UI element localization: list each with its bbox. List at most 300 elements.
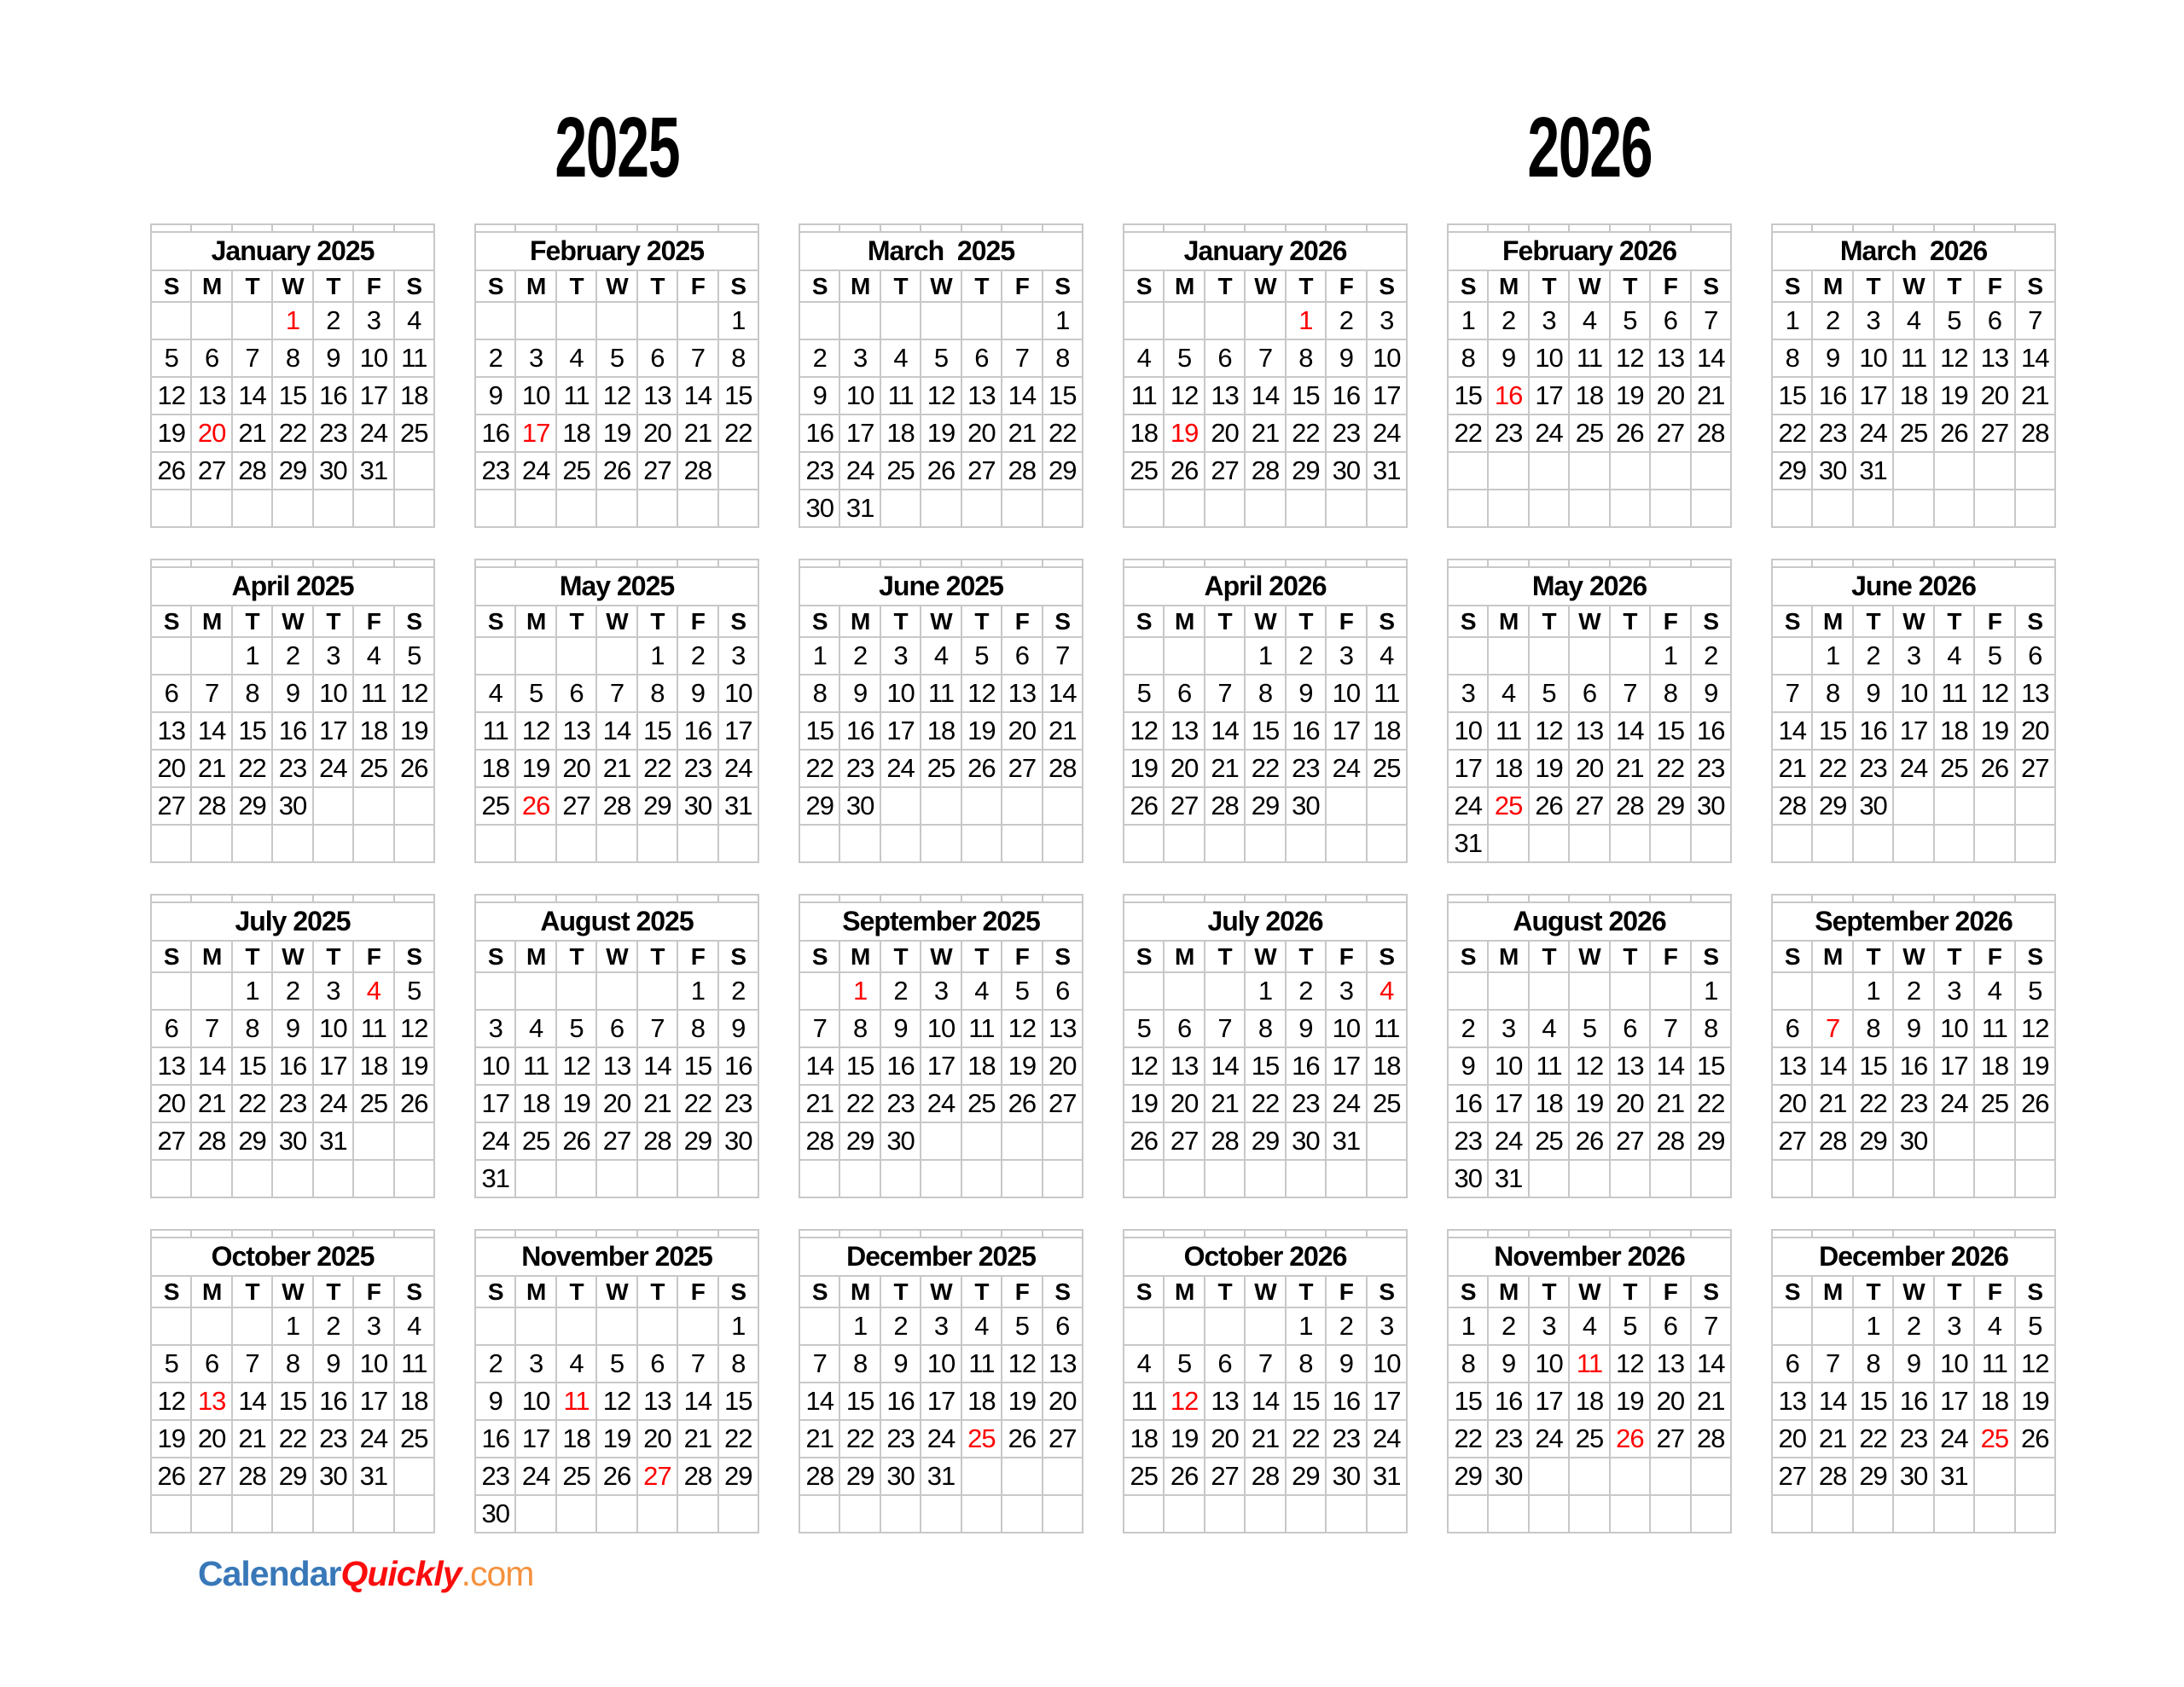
week-row bbox=[475, 302, 758, 339]
day-cell: 7 bbox=[1610, 675, 1650, 712]
day-cell: 26 bbox=[1934, 415, 1974, 452]
day-cell: 3 bbox=[880, 637, 921, 675]
day-cell: 3 bbox=[921, 1307, 961, 1345]
spacer-cell bbox=[1164, 895, 1204, 902]
spacer-cell bbox=[921, 895, 961, 902]
month-march-2025 bbox=[799, 223, 1083, 528]
spacer-cell bbox=[1691, 895, 1731, 902]
weekday-header: S bbox=[1043, 606, 1083, 637]
empty-day-cell bbox=[1164, 637, 1204, 675]
day-cell: 9 bbox=[1893, 1345, 1933, 1383]
day-cell: 7 bbox=[799, 1010, 839, 1047]
day-cell: 11 bbox=[961, 1010, 1002, 1047]
day-cell: 28 bbox=[1691, 415, 1731, 452]
day-cell: 22 bbox=[677, 1085, 717, 1122]
empty-day-cell bbox=[232, 825, 272, 862]
empty-day-cell bbox=[1164, 490, 1204, 527]
day-cell: 28 bbox=[1205, 787, 1245, 825]
month-spacer-row bbox=[151, 1230, 434, 1238]
day-cell: 3 bbox=[1893, 637, 1933, 675]
day-cell: 3 bbox=[1853, 302, 1893, 339]
spacer-cell bbox=[839, 1230, 880, 1238]
day-cell: 5 bbox=[596, 339, 636, 377]
weekday-header-row bbox=[1772, 270, 2055, 302]
day-cell: 6 bbox=[1772, 1010, 1812, 1047]
weekday-header: M bbox=[191, 270, 231, 302]
day-cell: 28 bbox=[1205, 1122, 1245, 1160]
day-cell: 2 bbox=[1893, 972, 1933, 1010]
day-cell: 14 bbox=[1043, 675, 1083, 712]
day-cell: 2 bbox=[718, 972, 758, 1010]
day-cell: 18 bbox=[394, 1383, 434, 1420]
day-cell: 6 bbox=[151, 1010, 191, 1047]
day-cell: 5 bbox=[151, 339, 191, 377]
weekday-header: T bbox=[1853, 606, 1893, 637]
day-cell: 1 bbox=[1286, 302, 1326, 339]
month-title: April 2025 bbox=[151, 567, 434, 606]
empty-day-cell bbox=[191, 302, 231, 339]
day-cell: 18 bbox=[556, 1420, 596, 1458]
spacer-cell bbox=[596, 559, 636, 567]
day-cell: 19 bbox=[1569, 1085, 1609, 1122]
weekday-header: F bbox=[1650, 1276, 1690, 1307]
weekday-header: W bbox=[1893, 941, 1933, 972]
day-cell: 25 bbox=[1367, 1085, 1407, 1122]
empty-day-cell bbox=[1893, 1495, 1933, 1533]
day-cell: 1 bbox=[1286, 1307, 1326, 1345]
logo-text-com: .com bbox=[461, 1554, 534, 1593]
day-cell: 18 bbox=[1974, 1047, 2014, 1085]
empty-day-cell bbox=[1367, 825, 1407, 862]
day-cell: 10 bbox=[1893, 675, 1933, 712]
day-cell: 27 bbox=[1569, 787, 1609, 825]
day-cell: 17 bbox=[839, 415, 880, 452]
week-row bbox=[475, 1383, 758, 1420]
weekday-header: S bbox=[1367, 941, 1407, 972]
week-row bbox=[799, 712, 1083, 750]
day-cell: 18 bbox=[1529, 1085, 1569, 1122]
spacer-cell bbox=[677, 895, 717, 902]
day-cell: 10 bbox=[515, 377, 555, 415]
weekday-header: S bbox=[394, 270, 434, 302]
weekday-header: F bbox=[1326, 606, 1366, 637]
spacer-cell bbox=[1286, 559, 1326, 567]
empty-day-cell bbox=[799, 825, 839, 862]
spacer-cell bbox=[1043, 224, 1083, 232]
week-row bbox=[151, 339, 434, 377]
empty-day-cell bbox=[961, 302, 1002, 339]
empty-day-cell bbox=[151, 1495, 191, 1533]
weekday-header: T bbox=[1934, 1276, 1974, 1307]
weekday-header: M bbox=[515, 270, 555, 302]
weekday-header: S bbox=[1367, 270, 1407, 302]
weekday-header-row bbox=[151, 941, 434, 972]
weekday-header: T bbox=[1610, 941, 1650, 972]
week-row bbox=[1772, 490, 2055, 527]
day-cell: 3 bbox=[1529, 302, 1569, 339]
empty-day-cell bbox=[1164, 1495, 1204, 1533]
weekday-header: F bbox=[353, 270, 393, 302]
day-cell: 16 bbox=[475, 415, 515, 452]
empty-day-cell bbox=[921, 1160, 961, 1197]
day-cell: 11 bbox=[880, 377, 921, 415]
day-cell: 15 bbox=[718, 1383, 758, 1420]
month-spacer-row bbox=[1772, 559, 2055, 567]
month-title: October 2025 bbox=[151, 1238, 434, 1276]
day-cell: 6 bbox=[1974, 302, 2014, 339]
spacer-cell bbox=[1650, 559, 1690, 567]
day-cell: 27 bbox=[1610, 1122, 1650, 1160]
week-row bbox=[475, 1345, 758, 1383]
day-cell: 16 bbox=[313, 377, 353, 415]
day-cell: 22 bbox=[1650, 750, 1690, 787]
week-row bbox=[1772, 1085, 2055, 1122]
month-title: November 2026 bbox=[1448, 1238, 1731, 1276]
week-row bbox=[1772, 1383, 2055, 1420]
spacer-cell bbox=[596, 224, 636, 232]
day-cell: 13 bbox=[637, 377, 677, 415]
empty-day-cell bbox=[191, 1160, 231, 1197]
day-cell: 12 bbox=[596, 377, 636, 415]
day-cell: 22 bbox=[272, 415, 312, 452]
empty-day-cell bbox=[596, 1160, 636, 1197]
day-cell: 8 bbox=[1650, 675, 1690, 712]
weekday-header: S bbox=[1691, 270, 1731, 302]
day-cell: 11 bbox=[556, 1383, 596, 1420]
day-cell: 6 bbox=[637, 1345, 677, 1383]
week-row bbox=[1124, 1495, 1407, 1533]
empty-day-cell bbox=[1326, 787, 1366, 825]
spacer-cell bbox=[272, 559, 312, 567]
day-cell: 5 bbox=[596, 1345, 636, 1383]
week-row bbox=[1124, 1085, 1407, 1122]
empty-day-cell bbox=[232, 490, 272, 527]
weekday-header-row bbox=[1124, 270, 1407, 302]
day-cell: 21 bbox=[1812, 1085, 1852, 1122]
spacer-cell bbox=[799, 559, 839, 567]
spacer-cell bbox=[232, 895, 272, 902]
spacer-cell bbox=[921, 559, 961, 567]
empty-day-cell bbox=[1205, 825, 1245, 862]
empty-day-cell bbox=[556, 972, 596, 1010]
spacer-cell bbox=[961, 1230, 1002, 1238]
day-cell: 11 bbox=[1569, 1345, 1609, 1383]
weekday-header: T bbox=[232, 606, 272, 637]
empty-day-cell bbox=[718, 452, 758, 490]
month-title-row bbox=[1772, 902, 2055, 941]
weekday-header: F bbox=[1974, 1276, 2014, 1307]
week-row bbox=[1448, 1085, 1731, 1122]
month-spacer-row bbox=[799, 1230, 1083, 1238]
day-cell: 13 bbox=[1650, 1345, 1690, 1383]
spacer-cell bbox=[1650, 895, 1690, 902]
day-cell: 31 bbox=[1853, 452, 1893, 490]
weekday-header: M bbox=[191, 1276, 231, 1307]
day-cell: 16 bbox=[1286, 712, 1326, 750]
day-cell: 6 bbox=[1164, 1010, 1204, 1047]
spacer-cell bbox=[556, 224, 596, 232]
weekday-header: S bbox=[1691, 941, 1731, 972]
day-cell: 11 bbox=[921, 675, 961, 712]
day-cell: 6 bbox=[961, 339, 1002, 377]
weekday-header: S bbox=[394, 1276, 434, 1307]
day-cell: 20 bbox=[1164, 750, 1204, 787]
empty-day-cell bbox=[1772, 1495, 1812, 1533]
day-cell: 29 bbox=[1691, 1122, 1731, 1160]
day-cell: 31 bbox=[921, 1458, 961, 1495]
day-cell: 25 bbox=[394, 415, 434, 452]
day-cell: 15 bbox=[839, 1383, 880, 1420]
logo-text-quickly: Quickly bbox=[340, 1554, 462, 1593]
spacer-cell bbox=[1691, 559, 1731, 567]
day-cell: 3 bbox=[1367, 302, 1407, 339]
week-row bbox=[1448, 675, 1731, 712]
week-row bbox=[799, 675, 1083, 712]
week-row bbox=[151, 1122, 434, 1160]
day-cell: 14 bbox=[637, 1047, 677, 1085]
weekday-header: S bbox=[2015, 941, 2055, 972]
day-cell: 25 bbox=[1569, 415, 1609, 452]
spacer-cell bbox=[1893, 224, 1933, 232]
empty-day-cell bbox=[596, 1307, 636, 1345]
weekday-header-row bbox=[1448, 941, 1731, 972]
day-cell: 17 bbox=[921, 1047, 961, 1085]
empty-day-cell bbox=[1610, 972, 1650, 1010]
day-cell: 7 bbox=[1691, 302, 1731, 339]
day-cell: 1 bbox=[1245, 637, 1285, 675]
year-title-left bbox=[150, 92, 1083, 203]
day-cell: 25 bbox=[1569, 1420, 1609, 1458]
day-cell: 6 bbox=[191, 339, 231, 377]
month-title-row bbox=[799, 232, 1083, 270]
day-cell: 4 bbox=[1569, 1307, 1609, 1345]
month-spacer-row bbox=[1124, 895, 1407, 902]
day-cell: 25 bbox=[1367, 750, 1407, 787]
day-cell: 28 bbox=[1245, 1458, 1285, 1495]
day-cell: 19 bbox=[1124, 1085, 1164, 1122]
day-cell: 25 bbox=[1974, 1085, 2014, 1122]
weekday-header: S bbox=[1043, 270, 1083, 302]
day-cell: 11 bbox=[1569, 339, 1609, 377]
day-cell: 16 bbox=[1691, 712, 1731, 750]
weekday-header: W bbox=[1245, 941, 1285, 972]
empty-day-cell bbox=[718, 825, 758, 862]
day-cell: 21 bbox=[2015, 377, 2055, 415]
month-spacer-row bbox=[1124, 224, 1407, 232]
day-cell: 7 bbox=[1812, 1010, 1852, 1047]
day-cell: 5 bbox=[1164, 1345, 1204, 1383]
day-cell: 2 bbox=[1488, 1307, 1528, 1345]
day-cell: 21 bbox=[1812, 1420, 1852, 1458]
day-cell: 6 bbox=[1205, 339, 1245, 377]
empty-day-cell bbox=[596, 490, 636, 527]
week-row bbox=[475, 415, 758, 452]
day-cell: 8 bbox=[1286, 1345, 1326, 1383]
empty-day-cell bbox=[1488, 972, 1528, 1010]
day-cell: 23 bbox=[1326, 1420, 1366, 1458]
weekday-header: T bbox=[637, 606, 677, 637]
week-row bbox=[1448, 1122, 1731, 1160]
month-title-row bbox=[799, 902, 1083, 941]
empty-day-cell bbox=[556, 825, 596, 862]
empty-day-cell bbox=[1974, 787, 2014, 825]
empty-day-cell bbox=[718, 490, 758, 527]
spacer-cell bbox=[515, 1230, 555, 1238]
day-cell: 19 bbox=[394, 1047, 434, 1085]
day-cell: 20 bbox=[1205, 415, 1245, 452]
day-cell: 31 bbox=[313, 1122, 353, 1160]
day-cell: 24 bbox=[921, 1085, 961, 1122]
day-cell: 10 bbox=[1448, 712, 1488, 750]
weekday-header: T bbox=[1205, 270, 1245, 302]
spacer-cell bbox=[1367, 895, 1407, 902]
week-row bbox=[1124, 1420, 1407, 1458]
spacer-cell bbox=[1934, 224, 1974, 232]
spacer-cell bbox=[191, 895, 231, 902]
month-spacer-row bbox=[1448, 224, 1731, 232]
empty-day-cell bbox=[1205, 637, 1245, 675]
day-cell: 6 bbox=[1650, 1307, 1690, 1345]
day-cell: 27 bbox=[1002, 750, 1042, 787]
day-cell: 24 bbox=[515, 452, 555, 490]
empty-day-cell bbox=[1650, 825, 1690, 862]
empty-day-cell bbox=[1772, 490, 1812, 527]
day-cell: 8 bbox=[1772, 339, 1812, 377]
empty-day-cell bbox=[1974, 452, 2014, 490]
spacer-cell bbox=[1124, 559, 1164, 567]
weekday-header: S bbox=[151, 606, 191, 637]
empty-day-cell bbox=[596, 1495, 636, 1533]
footer-logo-link[interactable] bbox=[198, 1554, 533, 1594]
empty-day-cell bbox=[1205, 1307, 1245, 1345]
empty-day-cell bbox=[1488, 452, 1528, 490]
day-cell: 29 bbox=[1853, 1122, 1893, 1160]
day-cell: 22 bbox=[839, 1420, 880, 1458]
day-cell: 22 bbox=[1448, 1420, 1488, 1458]
empty-day-cell bbox=[1205, 490, 1245, 527]
empty-day-cell bbox=[799, 1307, 839, 1345]
spacer-cell bbox=[515, 559, 555, 567]
spacer-cell bbox=[1205, 224, 1245, 232]
day-cell: 15 bbox=[232, 712, 272, 750]
week-row bbox=[799, 637, 1083, 675]
day-cell: 24 bbox=[1326, 750, 1366, 787]
weekday-header: M bbox=[1164, 941, 1204, 972]
day-cell: 20 bbox=[1772, 1085, 1812, 1122]
month-spacer-row bbox=[1124, 1230, 1407, 1238]
day-cell: 11 bbox=[394, 1345, 434, 1383]
week-row bbox=[475, 452, 758, 490]
day-cell: 18 bbox=[1569, 1383, 1609, 1420]
day-cell: 19 bbox=[2015, 1383, 2055, 1420]
empty-day-cell bbox=[1569, 1458, 1609, 1495]
day-cell: 13 bbox=[1569, 712, 1609, 750]
day-cell: 16 bbox=[1893, 1047, 1933, 1085]
empty-day-cell bbox=[1650, 972, 1690, 1010]
day-cell: 31 bbox=[718, 787, 758, 825]
day-cell: 14 bbox=[232, 377, 272, 415]
day-cell: 4 bbox=[1367, 637, 1407, 675]
day-cell: 1 bbox=[1853, 972, 1893, 1010]
empty-day-cell bbox=[1610, 490, 1650, 527]
day-cell: 24 bbox=[1367, 1420, 1407, 1458]
day-cell: 6 bbox=[1164, 675, 1204, 712]
day-cell: 18 bbox=[1367, 1047, 1407, 1085]
empty-day-cell bbox=[1853, 490, 1893, 527]
spacer-cell bbox=[313, 559, 353, 567]
day-cell: 27 bbox=[637, 1458, 677, 1495]
day-cell: 14 bbox=[1245, 377, 1285, 415]
day-cell: 15 bbox=[1691, 1047, 1731, 1085]
day-cell: 2 bbox=[880, 1307, 921, 1345]
week-row bbox=[1772, 377, 2055, 415]
empty-day-cell bbox=[677, 825, 717, 862]
day-cell: 24 bbox=[1934, 1420, 1974, 1458]
day-cell: 17 bbox=[515, 415, 555, 452]
weekday-header: T bbox=[313, 1276, 353, 1307]
weekday-header: T bbox=[880, 941, 921, 972]
day-cell: 30 bbox=[1286, 1122, 1326, 1160]
day-cell: 8 bbox=[839, 1345, 880, 1383]
day-cell: 25 bbox=[961, 1420, 1002, 1458]
day-cell: 26 bbox=[1610, 1420, 1650, 1458]
day-cell: 4 bbox=[1974, 1307, 2014, 1345]
empty-day-cell bbox=[1164, 302, 1204, 339]
day-cell: 16 bbox=[1326, 377, 1366, 415]
day-cell: 23 bbox=[1488, 415, 1528, 452]
day-cell: 29 bbox=[1043, 452, 1083, 490]
empty-day-cell bbox=[1974, 825, 2014, 862]
weekday-header: S bbox=[1124, 270, 1164, 302]
day-cell: 9 bbox=[1286, 675, 1326, 712]
day-cell: 3 bbox=[1488, 1010, 1528, 1047]
day-cell: 26 bbox=[151, 1458, 191, 1495]
day-cell: 3 bbox=[1326, 972, 1366, 1010]
weekday-header: M bbox=[515, 1276, 555, 1307]
day-cell: 25 bbox=[394, 1420, 434, 1458]
empty-day-cell bbox=[1893, 1160, 1933, 1197]
day-cell: 25 bbox=[921, 750, 961, 787]
empty-day-cell bbox=[1002, 1495, 1042, 1533]
day-cell: 17 bbox=[1326, 1047, 1366, 1085]
day-cell: 13 bbox=[637, 1383, 677, 1420]
day-cell: 27 bbox=[1772, 1122, 1812, 1160]
day-cell: 3 bbox=[1529, 1307, 1569, 1345]
day-cell: 28 bbox=[596, 787, 636, 825]
month-october-2025 bbox=[150, 1229, 435, 1533]
day-cell: 15 bbox=[1853, 1383, 1893, 1420]
day-cell: 16 bbox=[475, 1420, 515, 1458]
day-cell: 30 bbox=[1326, 452, 1366, 490]
weekday-header-row bbox=[799, 270, 1083, 302]
weekday-header: W bbox=[596, 270, 636, 302]
spacer-cell bbox=[191, 224, 231, 232]
day-cell: 3 bbox=[1934, 972, 1974, 1010]
spacer-cell bbox=[1893, 895, 1933, 902]
week-row bbox=[799, 1010, 1083, 1047]
day-cell: 30 bbox=[1286, 787, 1326, 825]
spacer-cell bbox=[1691, 224, 1731, 232]
week-row bbox=[1448, 972, 1731, 1010]
empty-day-cell bbox=[1326, 1495, 1366, 1533]
day-cell: 30 bbox=[1691, 787, 1731, 825]
week-row bbox=[1772, 415, 2055, 452]
month-title-row bbox=[151, 567, 434, 606]
spacer-cell bbox=[1124, 895, 1164, 902]
month-title-row bbox=[1448, 567, 1731, 606]
day-cell: 1 bbox=[232, 972, 272, 1010]
day-cell: 4 bbox=[353, 637, 393, 675]
